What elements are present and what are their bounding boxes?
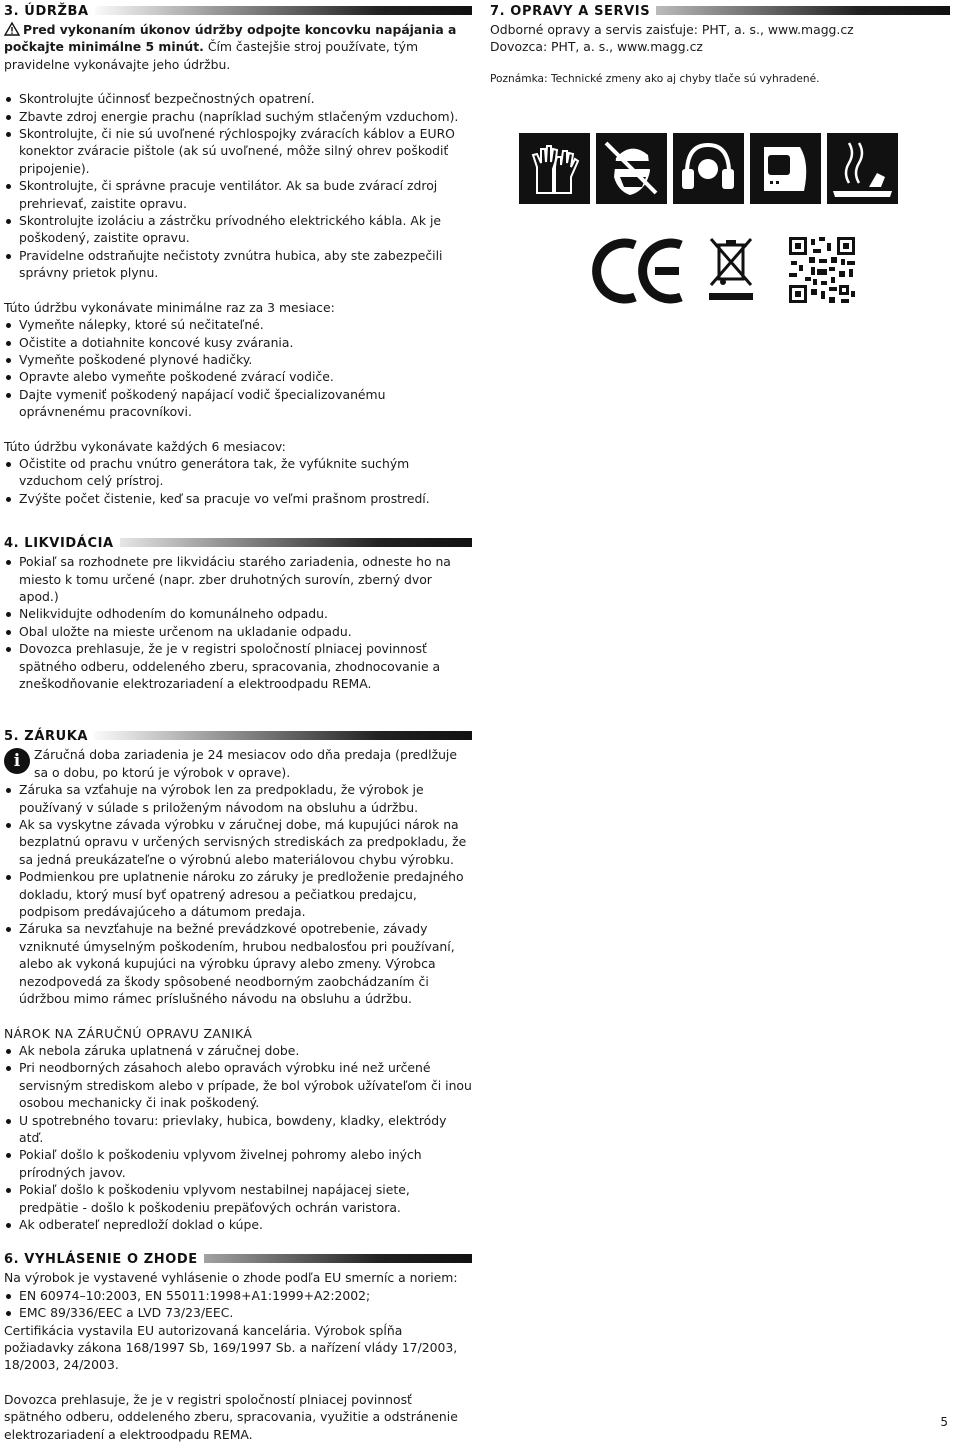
section-7-header [490,2,950,19]
section-3-warning [4,21,472,73]
section-5-title: 5. ZÁRUKA [4,728,94,745]
section-4-list [4,553,472,692]
list-item: Očistite a dotiahnite koncové kusy zvárania. [4,334,472,351]
list-item: Ak sa vyskytne závada výrobku v záručnej dobe, má kupujúci nárok na bezplatnú opravu v určených servisných strediskách za predpokladu, že sa jedná preukázateľne o výrobnú alebo materiálovou chybu výrobku. [4,816,472,868]
section-7-title: 7. OPRAVY A SERVIS [490,3,656,20]
weee-bin-icon [705,235,757,305]
list-item: Zbavte zdroj energie prachu (napríklad suchým stlačeným vzduchom). [4,108,472,125]
page-number: 5 [940,1415,948,1429]
ce-mark-icon [593,237,685,305]
list-item: Skontrolujte, či správne pracuje ventilátor. Ak sa bude zvárací zdroj prehrievať, zaistite opravu. [4,177,472,212]
section-4-header [4,534,472,551]
list-item: Pokiaľ došlo k poškodeniu vplyvom nestabilnej napájacej siete, predpätie - došlo k poškodeniu prepäťových ochrán varistora. [4,1181,472,1216]
section-5-header [4,727,472,744]
info-icon: i [4,748,30,774]
section-5-list [4,781,472,1007]
section-3-list [4,90,472,281]
section-3-title: 3. ÚDRŽBA [4,3,95,20]
list-item: Skontrolujte, či nie sú uvoľnené rýchlospojky zváracích káblov a EURO konektor zváracie pištole (ak sú uvoľnené, môže silný ohrev poškodiť pripojenie). [4,125,472,177]
warning-text: Pred vykonaním úkonov údržby odpojte koncovku napájania a počkajte minimálne 5 minút. [4,22,457,55]
conformity-list [4,1287,472,1322]
warranty-void-title: NÁROK NA ZÁRUČNÚ OPRAVU ZANIKÁ [4,1025,253,1041]
list-item: Ak odberateľ nepredloží doklad o kúpe. [4,1216,472,1233]
hearing-protection-icon [673,133,744,204]
section-4-title: 4. LIKVIDÁCIA [4,535,120,552]
list-item: Pravidelne odstraňujte nečistoty zvnútra hubica, aby ste zabezpečili správny prietok plynu. [4,247,472,282]
conformity-intro: Na výrobok je vystavené vyhlásenie o zhode podľa EU smerníc a noriem: [4,1270,458,1286]
semiannual-intro: Túto údržbu vykonávate každých 6 mesiacov: [4,438,286,454]
list-item: Dajte vymeniť poškodený napájací vodič špecializovanému oprávnenému pracovníkovi. [4,386,472,421]
list-item: Zvýšte počet čistenie, keď sa pracuje vo veľmi prašnom prostredí. [4,490,472,507]
list-item: Nelikvidujte odhodením do komunálneho odpadu. [4,605,472,622]
welding-helmet-icon [750,133,821,204]
face-mask-icon [596,133,667,204]
hot-surface-icon [827,133,898,204]
semiannual-list [4,455,472,507]
importer-declaration: Dovozca prehlasuje, že je v registri spoločností plniacej povinnosť spätného odberu, oddeleného zberu, spracovania, využitie a odstránenie elektrozariadení a elektroodpadu REMA. [4,1391,458,1442]
warranty-void-list [4,1042,472,1233]
list-item: EN 60974–10:2003, EN 55011:1998+A1:1999+A2:2002; [4,1287,472,1304]
importer-text: Dovozca: PHT, a. s., www.magg.cz [490,39,703,55]
list-item: U spotrebného tovaru: prievlaky, hubica, bowdeny, kladky, elektródy atď. [4,1112,472,1147]
list-item: Vymeňte nálepky, ktoré sú nečitateľné. [4,316,472,333]
warning-triangle-icon [4,22,20,36]
list-item: Podmienkou pre uplatnenie nároku zo záruky je predloženie predajného dokladu, ktorý musí byť opatrený adresou a pečiatkou predajcu, podpisom predávajúceho a dátumom predaja. [4,868,472,920]
list-item: Očistite od prachu vnútro generátora tak, že vyfúknite suchým vzduchom celý prístroj. [4,455,472,490]
list-item: Pokiaľ došlo k poškodeniu vplyvom živelnej pohromy alebo iných prírodných javov. [4,1146,472,1181]
list-item: Záruka sa nevzťahuje na bežné prevádzkové opotrebenie, závady vzniknuté úmyselným poškodením, hrubou nedbalosťou pri používaní, alebo ak vykoná kupujúci na výrobku úpravy alebo zmeny. Výrobca nezodpovedá za škody spôsobené neodborným zaobchádzaním či údržbou mimo rámec príslušného návodu na obsluhu a údržbu. [4,920,472,1007]
left-column [4,2,472,1443]
technical-note: Poznámka: Technické zmeny ako aj chyby tlače sú vyhradené. [490,72,820,85]
gloves-icon [519,133,590,204]
service-text: Odborné opravy a servis zaisťuje: PHT, a. s., www.magg.cz [490,22,854,37]
list-item: Vymeňte poškodené plynové hadičky. [4,351,472,368]
certification-text: Certifikácia vystavila EU autorizovaná kancelária. Výrobok spĺňa požiadavky zákona 168/1997 Sb, 169/1997 Sb. a nařízení vlády 17/2003, 18/2003, 24/2003. [4,1322,458,1373]
warning-rest: Čím častejšie stroj používate, tým pravidelne vykonávajte jeho údržbu. [4,39,419,72]
list-item: Skontrolujte účinnosť bezpečnostných opatrení. [4,90,472,107]
quarterly-list [4,316,472,420]
section-6-header [4,1250,472,1267]
list-item: Opravte alebo vymeňte poškodené zvárací vodiče. [4,368,472,385]
list-item: Dovozca prehlasuje, že je v registri spoločností plniacej povinnosť spätného odberu, oddeleného zberu, spracovania, zhodnocovanie a zneškodňovanie elektrozariadení a elektroodpadu REMA. [4,640,472,692]
list-item: Obal uložte na mieste určenom na ukladanie odpadu. [4,623,472,640]
warranty-info-text: Záručná doba zariadenia je 24 mesiacov odo dňa predaja (predlžuje sa o dobu, po ktorú je výrobok v oprave). [34,747,457,780]
list-item: EMC 89/336/EEC a LVD 73/23/EEC. [4,1304,472,1321]
warranty-info [4,746,472,781]
list-item: Záruka sa vzťahuje na výrobok len za predpokladu, že výrobok je používaný v súlade s priloženým návodom na obsluhu a údržbu. [4,781,472,816]
compliance-marks [593,235,858,307]
list-item: Ak nebola záruka uplatnená v záručnej dobe. [4,1042,472,1059]
quarterly-intro: Túto údržbu vykonávate minimálne raz za 3 mesiace: [4,299,335,315]
list-item: Pokiaľ sa rozhodnete pre likvidáciu starého zariadenia, odneste ho na miesto k tomu určené (napr. zber druhotných surovín, zberný dvor apod.) [4,553,472,605]
safety-pictograms [519,133,899,205]
qr-code-icon [789,237,855,303]
section-6-title: 6. VYHLÁSENIE O ZHODE [4,1251,204,1268]
list-item: Skontrolujte izoláciu a zástrčku prívodného elektrického kábla. Ak je poškodený, zaistite opravu. [4,212,472,247]
right-column [490,2,950,86]
list-item: Pri neodborných zásahoch alebo opravách výrobku iné než určené servisným strediskom alebo v prípade, že bol výrobok užívateľom či inou osobou mechanicky či inak poškodený. [4,1059,472,1111]
section-3-header [4,2,472,19]
